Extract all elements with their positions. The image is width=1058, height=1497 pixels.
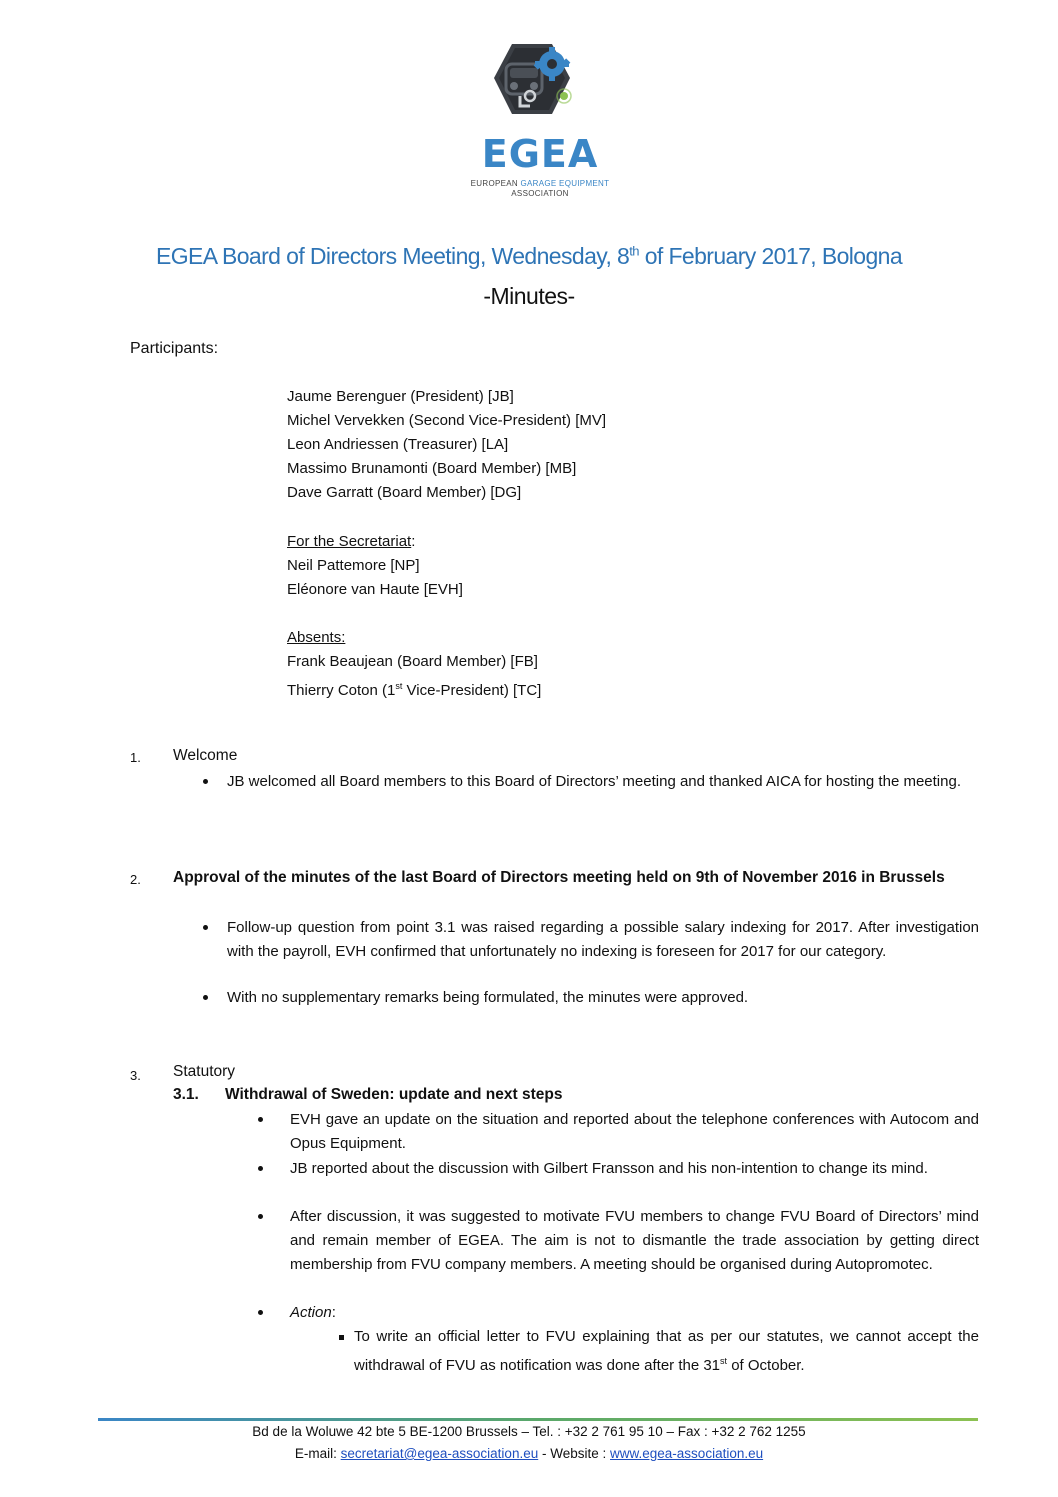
bullet-text: After discussion, it was suggested to motivate FVU members to change FVU Board of Directors’ mind and remain member of EGEA. The aim is not to dismantle the trade association by getting direct membership from FVU company members. A meeting should be organised during Autopromotec. bbox=[290, 1208, 979, 1273]
logo-emblem-icon bbox=[470, 38, 610, 133]
website-label: - Website : bbox=[538, 1446, 611, 1461]
bullet-icon bbox=[203, 925, 208, 930]
section-heading: Statutory bbox=[173, 1063, 236, 1080]
participants-members bbox=[287, 385, 606, 505]
egea-logo bbox=[470, 38, 610, 198]
participant: Jaume Berenguer (President) [JB] bbox=[287, 388, 514, 405]
bullet-icon bbox=[258, 1310, 263, 1315]
section-heading: Welcome bbox=[173, 747, 238, 764]
bullet-icon bbox=[258, 1117, 263, 1122]
bullet-icon bbox=[258, 1166, 263, 1171]
participant: Neil Pattemore [NP] bbox=[287, 557, 420, 574]
logo-wordmark: EGEA bbox=[481, 132, 599, 176]
bullet-text: JB reported about the discussion with Gilbert Fransson and his non-intention to change its mind. bbox=[290, 1160, 928, 1177]
footer-contact bbox=[0, 1446, 1058, 1461]
subsection-number: 3.1. bbox=[173, 1086, 199, 1103]
bullet-text: JB welcomed all Board members to this Board of Directors’ meeting and thanked AICA for hosting the meeting. bbox=[227, 773, 961, 790]
absents-list bbox=[287, 626, 541, 698]
action-item: To write an official letter to FVU explaining that as per our statutes, we cannot accept the withdrawal of FVU as notification was done after the 31st of October. bbox=[354, 1328, 979, 1374]
logo-tagline-2: ASSOCIATION bbox=[511, 189, 569, 198]
subsection-heading: Withdrawal of Sweden: update and next steps bbox=[225, 1086, 563, 1103]
email-label: E-mail: bbox=[294, 1446, 341, 1461]
bullet-text: Follow-up question from point 3.1 was raised regarding a possible salary indexing for 2017. After investigation with the payroll, EVH confirmed that unfortunately no indexing is foreseen for 2017 for our category. bbox=[227, 919, 979, 960]
secretariat-label: For the Secretariat: bbox=[287, 533, 416, 550]
participant: Massimo Brunamonti (Board Member) [MB] bbox=[287, 460, 577, 477]
section-number: 3. bbox=[130, 1068, 141, 1083]
section-heading: Approval of the minutes of the last Board of Directors meeting held on 9th of November 2016 in Brussels bbox=[173, 869, 945, 886]
website-link[interactable]: www.egea-association.eu bbox=[610, 1446, 764, 1461]
action-label: Action: bbox=[290, 1304, 336, 1321]
absents-label: Absents: bbox=[287, 629, 346, 646]
section-number: 2. bbox=[130, 872, 141, 887]
bullet-text: With no supplementary remarks being formulated, the minutes were approved. bbox=[227, 989, 749, 1006]
participant: Dave Garratt (Board Member) [DG] bbox=[287, 484, 522, 501]
document-title: EGEA Board of Directors Meeting, Wednesday, 8th of February 2017, Bologna bbox=[155, 243, 903, 269]
bullet-icon bbox=[258, 1214, 263, 1219]
logo-tagline: EUROPEAN GARAGE EQUIPMENT bbox=[470, 179, 610, 188]
participant: Frank Beaujean (Board Member) [FB] bbox=[287, 653, 538, 670]
secretariat-list bbox=[287, 530, 463, 602]
participant: Thierry Coton (1st Vice-President) [TC] bbox=[287, 681, 542, 699]
bullet-text: EVH gave an update on the situation and reported about the telephone conferences with Autocom and Opus Equipment. bbox=[290, 1111, 979, 1152]
square-bullet-icon bbox=[339, 1335, 344, 1340]
section-number: 1. bbox=[130, 750, 141, 765]
email-link[interactable]: secretariat@egea-association.eu bbox=[340, 1446, 539, 1461]
footer-address: Bd de la Woluwe 42 bte 5 BE-1200 Brussels – Tel. : +32 2 761 95 10 – Fax : +32 2 762 1255 bbox=[252, 1424, 806, 1439]
footer-divider bbox=[98, 1418, 978, 1421]
participant: Leon Andriessen (Treasurer) [LA] bbox=[287, 436, 509, 453]
bullet-icon bbox=[203, 779, 208, 784]
bullet-icon bbox=[203, 995, 208, 1000]
participant: Michel Vervekken (Second Vice-President) [MV] bbox=[287, 412, 607, 429]
document-subtitle: -Minutes- bbox=[483, 283, 575, 309]
participants-heading: Participants: bbox=[130, 340, 219, 357]
participant: Eléonore van Haute [EVH] bbox=[287, 581, 463, 598]
